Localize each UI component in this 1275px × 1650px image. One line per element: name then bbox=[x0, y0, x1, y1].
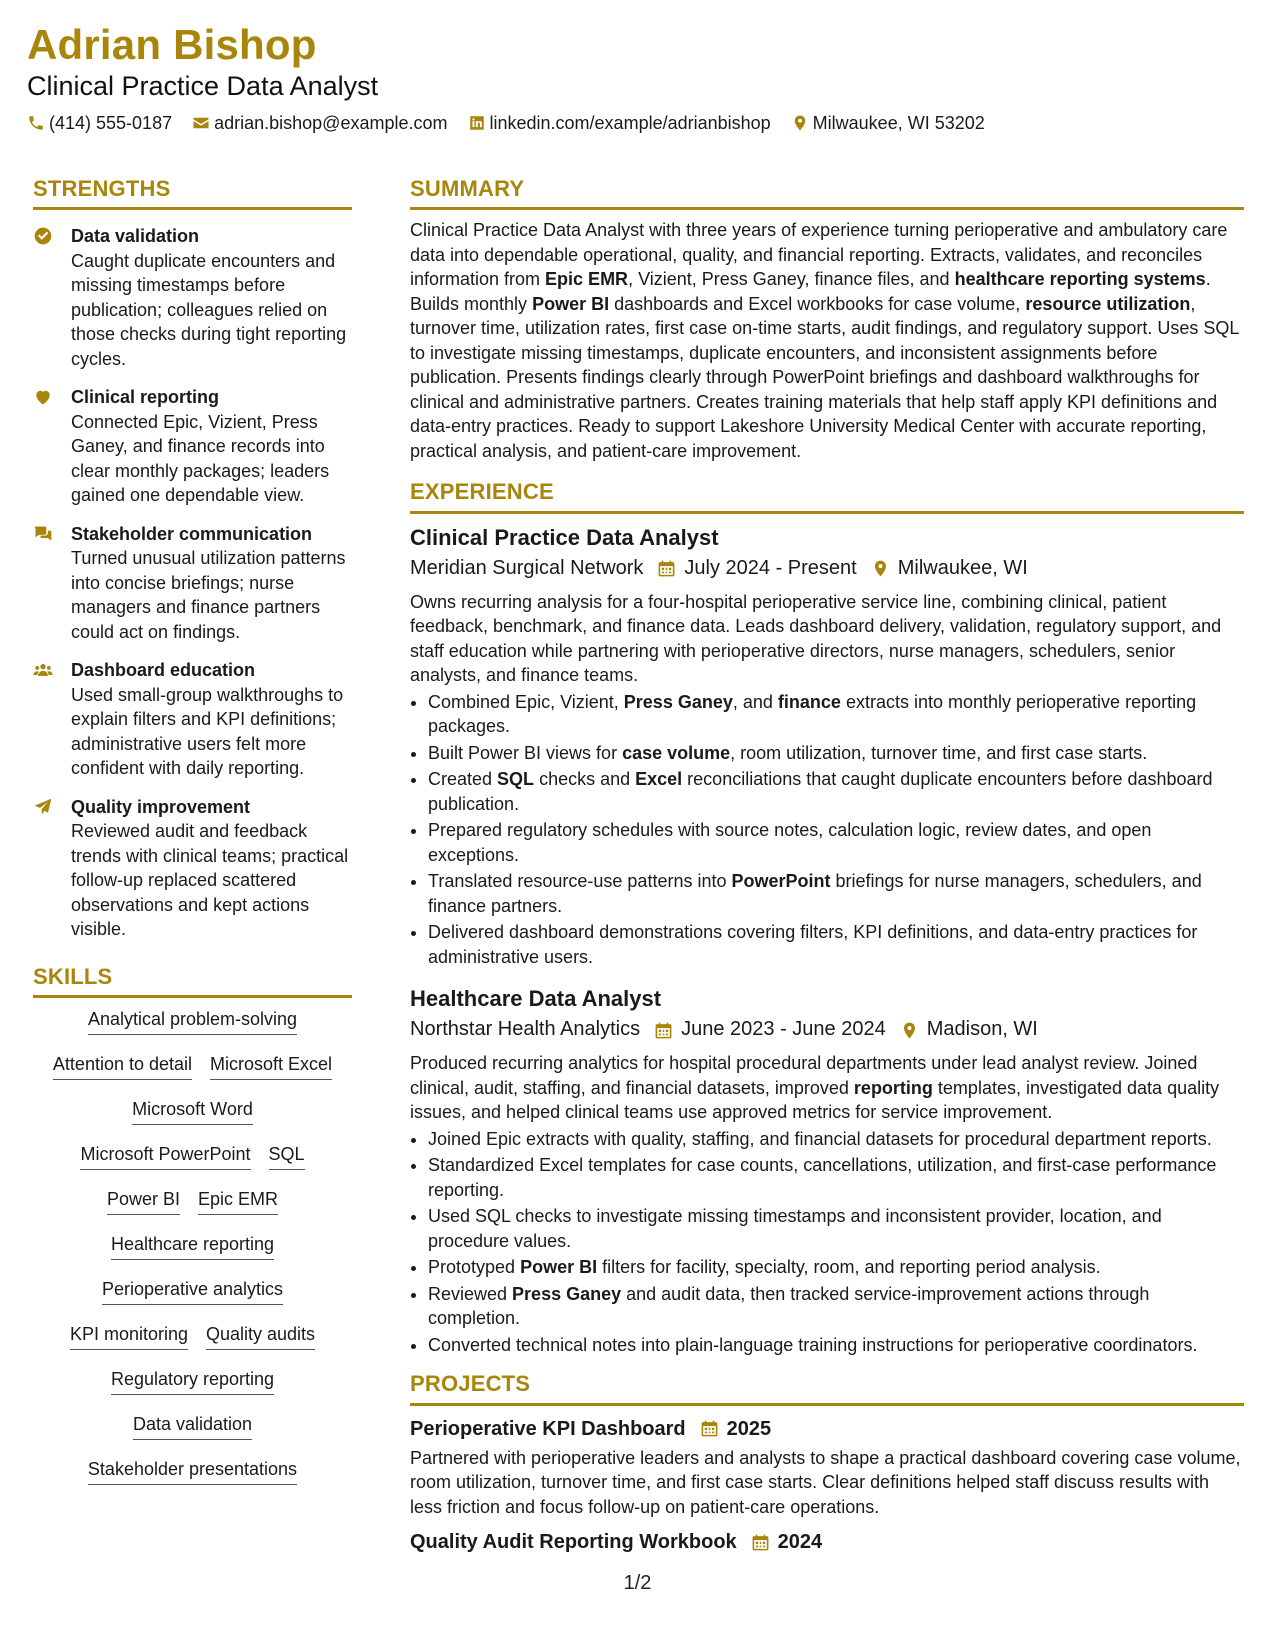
strength-title: Clinical reporting bbox=[71, 387, 220, 408]
text-run: and audit data, then tracked service-improvement actions through completion. bbox=[428, 1283, 1150, 1329]
bullet-item bbox=[428, 869, 1244, 918]
skill-row bbox=[33, 1098, 352, 1143]
text-run: Prototyped bbox=[428, 1257, 521, 1278]
bold-text: PowerPoint bbox=[731, 871, 831, 892]
strength-item bbox=[33, 224, 352, 371]
strength-item bbox=[33, 385, 352, 508]
skill-tag: Analytical problem-solving bbox=[88, 1008, 297, 1035]
text-run: , Vizient, Press Ganey, finance files, and bbox=[628, 269, 955, 290]
job-title: Clinical Practice Data Analyst bbox=[410, 524, 719, 550]
job-meta bbox=[410, 554, 1244, 582]
skill-row bbox=[33, 1368, 352, 1413]
skill-tag: Power BI bbox=[107, 1188, 180, 1215]
bold-text: SQL bbox=[497, 769, 535, 790]
skills-list bbox=[33, 1008, 352, 1503]
strength-text: Connected Epic, Vizient, Press Ganey, and finance records into clear monthly packages; leaders gained one dependable view. bbox=[71, 411, 330, 506]
calendar-icon bbox=[700, 1419, 719, 1438]
text-run: checks and bbox=[534, 769, 636, 790]
contact-linkedin[interactable] bbox=[468, 113, 771, 134]
project-year: 2024 bbox=[777, 1531, 823, 1554]
job-entry bbox=[410, 524, 1244, 970]
job-title: Healthcare Data Analyst bbox=[410, 986, 662, 1012]
project-title: Quality Audit Reporting Workbook bbox=[410, 1531, 737, 1554]
text-run: Prepared regulatory schedules with source notes, calculation logic, review dates, and open exceptions. bbox=[428, 820, 1152, 865]
projects-heading: PROJECTS bbox=[410, 1371, 1244, 1405]
skill-tag: Quality audits bbox=[206, 1323, 315, 1350]
text-run: Built Power BI views for bbox=[428, 742, 623, 763]
text-run: Translated resource-use patterns into bbox=[428, 871, 732, 892]
bullet-item bbox=[428, 1204, 1244, 1253]
contact-phone[interactable] bbox=[27, 113, 172, 134]
left-column bbox=[33, 176, 352, 1503]
job-company: Meridian Surgical Network bbox=[410, 556, 644, 579]
text-run: , room utilization, turnover time, and first case starts. bbox=[730, 742, 1148, 763]
bullet-item bbox=[428, 1333, 1244, 1358]
skill-tag: SQL bbox=[269, 1143, 305, 1170]
skill-tag: Healthcare reporting bbox=[111, 1233, 274, 1260]
project-year: 2025 bbox=[726, 1417, 772, 1440]
phone-text: (414) 555-0187 bbox=[49, 112, 173, 133]
contact-email[interactable] bbox=[192, 113, 447, 134]
bold-text: healthcare reporting systems bbox=[954, 269, 1206, 290]
text-run: templates, investigated data quality issues, and helped clinical teams use approved metrics for service improvement. bbox=[410, 1077, 1220, 1123]
map-pin-icon bbox=[900, 1021, 919, 1040]
skill-row bbox=[33, 1008, 352, 1053]
linkedin-text: linkedin.com/example/adrianbishop bbox=[489, 112, 771, 133]
strength-text: Caught duplicate encounters and missing timestamps before publication; colleagues relied on those checks during tight reporting cycles. bbox=[71, 250, 347, 369]
bullet-item bbox=[428, 818, 1244, 867]
text-run: Joined Epic extracts with quality, staffing, and financial datasets for procedural department reports. bbox=[428, 1128, 1212, 1149]
users-icon bbox=[33, 660, 53, 680]
linkedin-icon bbox=[468, 114, 486, 132]
skill-row bbox=[33, 1188, 352, 1233]
strength-text: Used small-group walkthroughs to explain filters and KPI definitions; administrative users felt more confident with daily reporting. bbox=[71, 684, 344, 779]
skill-row bbox=[33, 1413, 352, 1458]
map-pin-icon bbox=[791, 114, 809, 132]
resume-header bbox=[27, 22, 1248, 134]
project-description: Partnered with perioperative leaders and analysts to shape a practical dashboard covering case volume, room utilization, turnover time, and first case starts. Clear definitions helped staff discuss results with less friction and focus follow-up on patient-care operations. bbox=[410, 1447, 1241, 1517]
text-run: reconciliations that caught duplicate encounters before dashboard publication. bbox=[428, 769, 1213, 814]
bold-text: Excel bbox=[635, 769, 683, 790]
bullet-item bbox=[428, 741, 1244, 766]
project-title: Perioperative KPI Dashboard bbox=[410, 1417, 686, 1440]
job-location: Madison, WI bbox=[926, 1018, 1038, 1041]
strengths-heading: STRENGTHS bbox=[33, 176, 352, 210]
project-title-row bbox=[410, 1416, 1244, 1442]
email-text: adrian.bishop@example.com bbox=[214, 112, 448, 133]
bullet-item bbox=[428, 1127, 1244, 1152]
skill-tag: Microsoft Word bbox=[132, 1098, 253, 1125]
bullet-item bbox=[428, 767, 1244, 816]
text-run: , and bbox=[732, 691, 778, 712]
text-run: Clinical Practice Data Analyst with three years of experience turning perioperative and ambulatory care data into dependable operational, quality, and financial reporting. Extracts, validates, and reconciles information from bbox=[410, 220, 1228, 290]
page-number: 1/2 bbox=[623, 1572, 652, 1594]
candidate-name: Adrian Bishop bbox=[27, 21, 317, 68]
strength-title: Quality improvement bbox=[71, 796, 251, 817]
skill-row bbox=[33, 1053, 352, 1098]
calendar-icon bbox=[751, 1533, 770, 1552]
skill-tag: Stakeholder presentations bbox=[88, 1458, 297, 1485]
candidate-title: Clinical Practice Data Analyst bbox=[27, 71, 379, 102]
contact-location bbox=[791, 113, 985, 134]
calendar-icon bbox=[657, 559, 676, 578]
location-text: Milwaukee, WI 53202 bbox=[812, 112, 985, 133]
skills-heading: SKILLS bbox=[33, 964, 352, 998]
bullet-item bbox=[428, 1255, 1244, 1280]
skill-row bbox=[33, 1143, 352, 1188]
skill-row bbox=[33, 1233, 352, 1278]
job-entry bbox=[410, 985, 1244, 1357]
job-dates: June 2023 - June 2024 bbox=[681, 1018, 886, 1041]
comments-icon bbox=[33, 524, 53, 544]
bold-text: Power BI bbox=[520, 1257, 598, 1278]
project-title-row bbox=[410, 1529, 1244, 1555]
text-run: Converted technical notes into plain-language training instructions for perioperative coordinators. bbox=[428, 1334, 1198, 1355]
project-entry bbox=[410, 1529, 1244, 1555]
job-meta bbox=[410, 1015, 1244, 1043]
bold-text: resource utilization bbox=[1025, 293, 1191, 314]
text-run: dashboards and Excel workbooks for case volume, bbox=[609, 293, 1026, 314]
bold-text: Press Ganey bbox=[623, 691, 733, 712]
bullet-item bbox=[428, 1153, 1244, 1202]
skill-tag: Regulatory reporting bbox=[111, 1368, 274, 1395]
strength-item bbox=[33, 522, 352, 645]
bold-text: reporting bbox=[853, 1077, 933, 1098]
right-column bbox=[410, 176, 1244, 1555]
calendar-icon bbox=[654, 1021, 673, 1040]
bullet-item bbox=[428, 690, 1244, 739]
strength-title: Stakeholder communication bbox=[71, 523, 313, 544]
text-run: Created bbox=[428, 769, 498, 790]
text-run: Delivered dashboard demonstrations covering filters, KPI definitions, and data-entry practices for administrative users. bbox=[428, 922, 1198, 967]
text-run: Combined Epic, Vizient, bbox=[428, 691, 624, 712]
skill-tag: Epic EMR bbox=[198, 1188, 278, 1215]
strength-title: Dashboard education bbox=[71, 660, 256, 681]
strength-item bbox=[33, 795, 352, 942]
contact-bar bbox=[27, 113, 1248, 134]
text-run: Standardized Excel templates for case counts, cancellations, utilization, and first-case performance reporting. bbox=[428, 1155, 1217, 1200]
skill-row bbox=[33, 1278, 352, 1323]
job-description bbox=[410, 1051, 1244, 1125]
phone-icon bbox=[27, 114, 45, 132]
skill-tag: Perioperative analytics bbox=[102, 1278, 283, 1305]
bullet-item bbox=[428, 920, 1244, 969]
experience-heading: EXPERIENCE bbox=[410, 479, 1244, 513]
skill-tag: KPI monitoring bbox=[70, 1323, 188, 1350]
skill-row bbox=[33, 1458, 352, 1503]
text-run: Produced recurring analytics for hospital procedural departments under lead analyst review. Joined clinical, audit, staffing, and financial datasets, improved bbox=[410, 1053, 1198, 1098]
text-run: Reviewed bbox=[428, 1283, 513, 1304]
job-location: Milwaukee, WI bbox=[897, 556, 1028, 579]
job-bullets bbox=[410, 690, 1244, 970]
strength-item bbox=[33, 658, 352, 781]
text-run: . Builds monthly bbox=[410, 269, 1211, 314]
job-dates: July 2024 - Present bbox=[684, 556, 857, 579]
paper-plane-icon bbox=[33, 797, 53, 817]
strength-text: Turned unusual utilization patterns into concise briefings; nurse managers and finance partners could act on findings. bbox=[71, 548, 346, 642]
skill-tag: Microsoft PowerPoint bbox=[80, 1143, 250, 1170]
bullet-item bbox=[428, 1282, 1244, 1331]
job-bullets bbox=[410, 1127, 1244, 1358]
summary-heading: SUMMARY bbox=[410, 176, 1244, 210]
job-company: Northstar Health Analytics bbox=[410, 1018, 641, 1041]
bold-text: Epic EMR bbox=[545, 269, 629, 290]
strength-title: Data validation bbox=[71, 226, 200, 247]
text-run: extracts into monthly perioperative reporting packages. bbox=[428, 691, 1197, 737]
bold-text: Press Ganey bbox=[512, 1283, 622, 1304]
summary-text bbox=[410, 218, 1244, 463]
text-run: Used SQL checks to investigate missing timestamps and inconsistent provider, location, and procedure values. bbox=[428, 1206, 1162, 1251]
skill-row bbox=[33, 1323, 352, 1368]
check-circle-icon bbox=[33, 226, 53, 246]
bold-text: case volume bbox=[622, 742, 731, 763]
skill-tag: Attention to detail bbox=[53, 1053, 192, 1080]
skill-tag: Data validation bbox=[133, 1413, 252, 1440]
heart-icon bbox=[33, 387, 53, 407]
envelope-icon bbox=[192, 114, 210, 132]
strength-text: Reviewed audit and feedback trends with clinical teams; practical follow-up replaced scattered observations and kept actions visible. bbox=[71, 821, 349, 940]
bold-text: finance bbox=[777, 691, 841, 712]
job-description: Owns recurring analysis for a four-hospital perioperative service line, combining clinical, patient feedback, benchmark, and finance data. Leads dashboard delivery, validation, regulatory support, and staff education while partnering with perioperative directors, nurse managers, schedulers, senior analysts, and finance teams. bbox=[410, 591, 1222, 686]
text-run: filters for facility, specialty, room, and reporting period analysis. bbox=[597, 1257, 1101, 1278]
map-pin-icon bbox=[871, 559, 890, 578]
text-run: briefings for nurse managers, schedulers, and finance partners. bbox=[428, 871, 1202, 916]
bold-text: Power BI bbox=[532, 293, 610, 314]
project-entry bbox=[410, 1416, 1244, 1520]
skill-tag: Microsoft Excel bbox=[210, 1053, 332, 1080]
text-run: , turnover time, utilization rates, first case on-time starts, audit findings, and regulatory support. Uses SQL to investigate missing timestamps, duplicate encounters, and inconsistent assignments before publication. Presents findings clearly through PowerPoint briefings and dashboard walkthroughs for clinical and administrative partners. Creates training materials that help staff apply KPI definitions and data-entry practices. Ready to support Lakeshore University Medical Center with accurate reporting, practical analysis, and patient-care improvement. bbox=[410, 293, 1239, 461]
